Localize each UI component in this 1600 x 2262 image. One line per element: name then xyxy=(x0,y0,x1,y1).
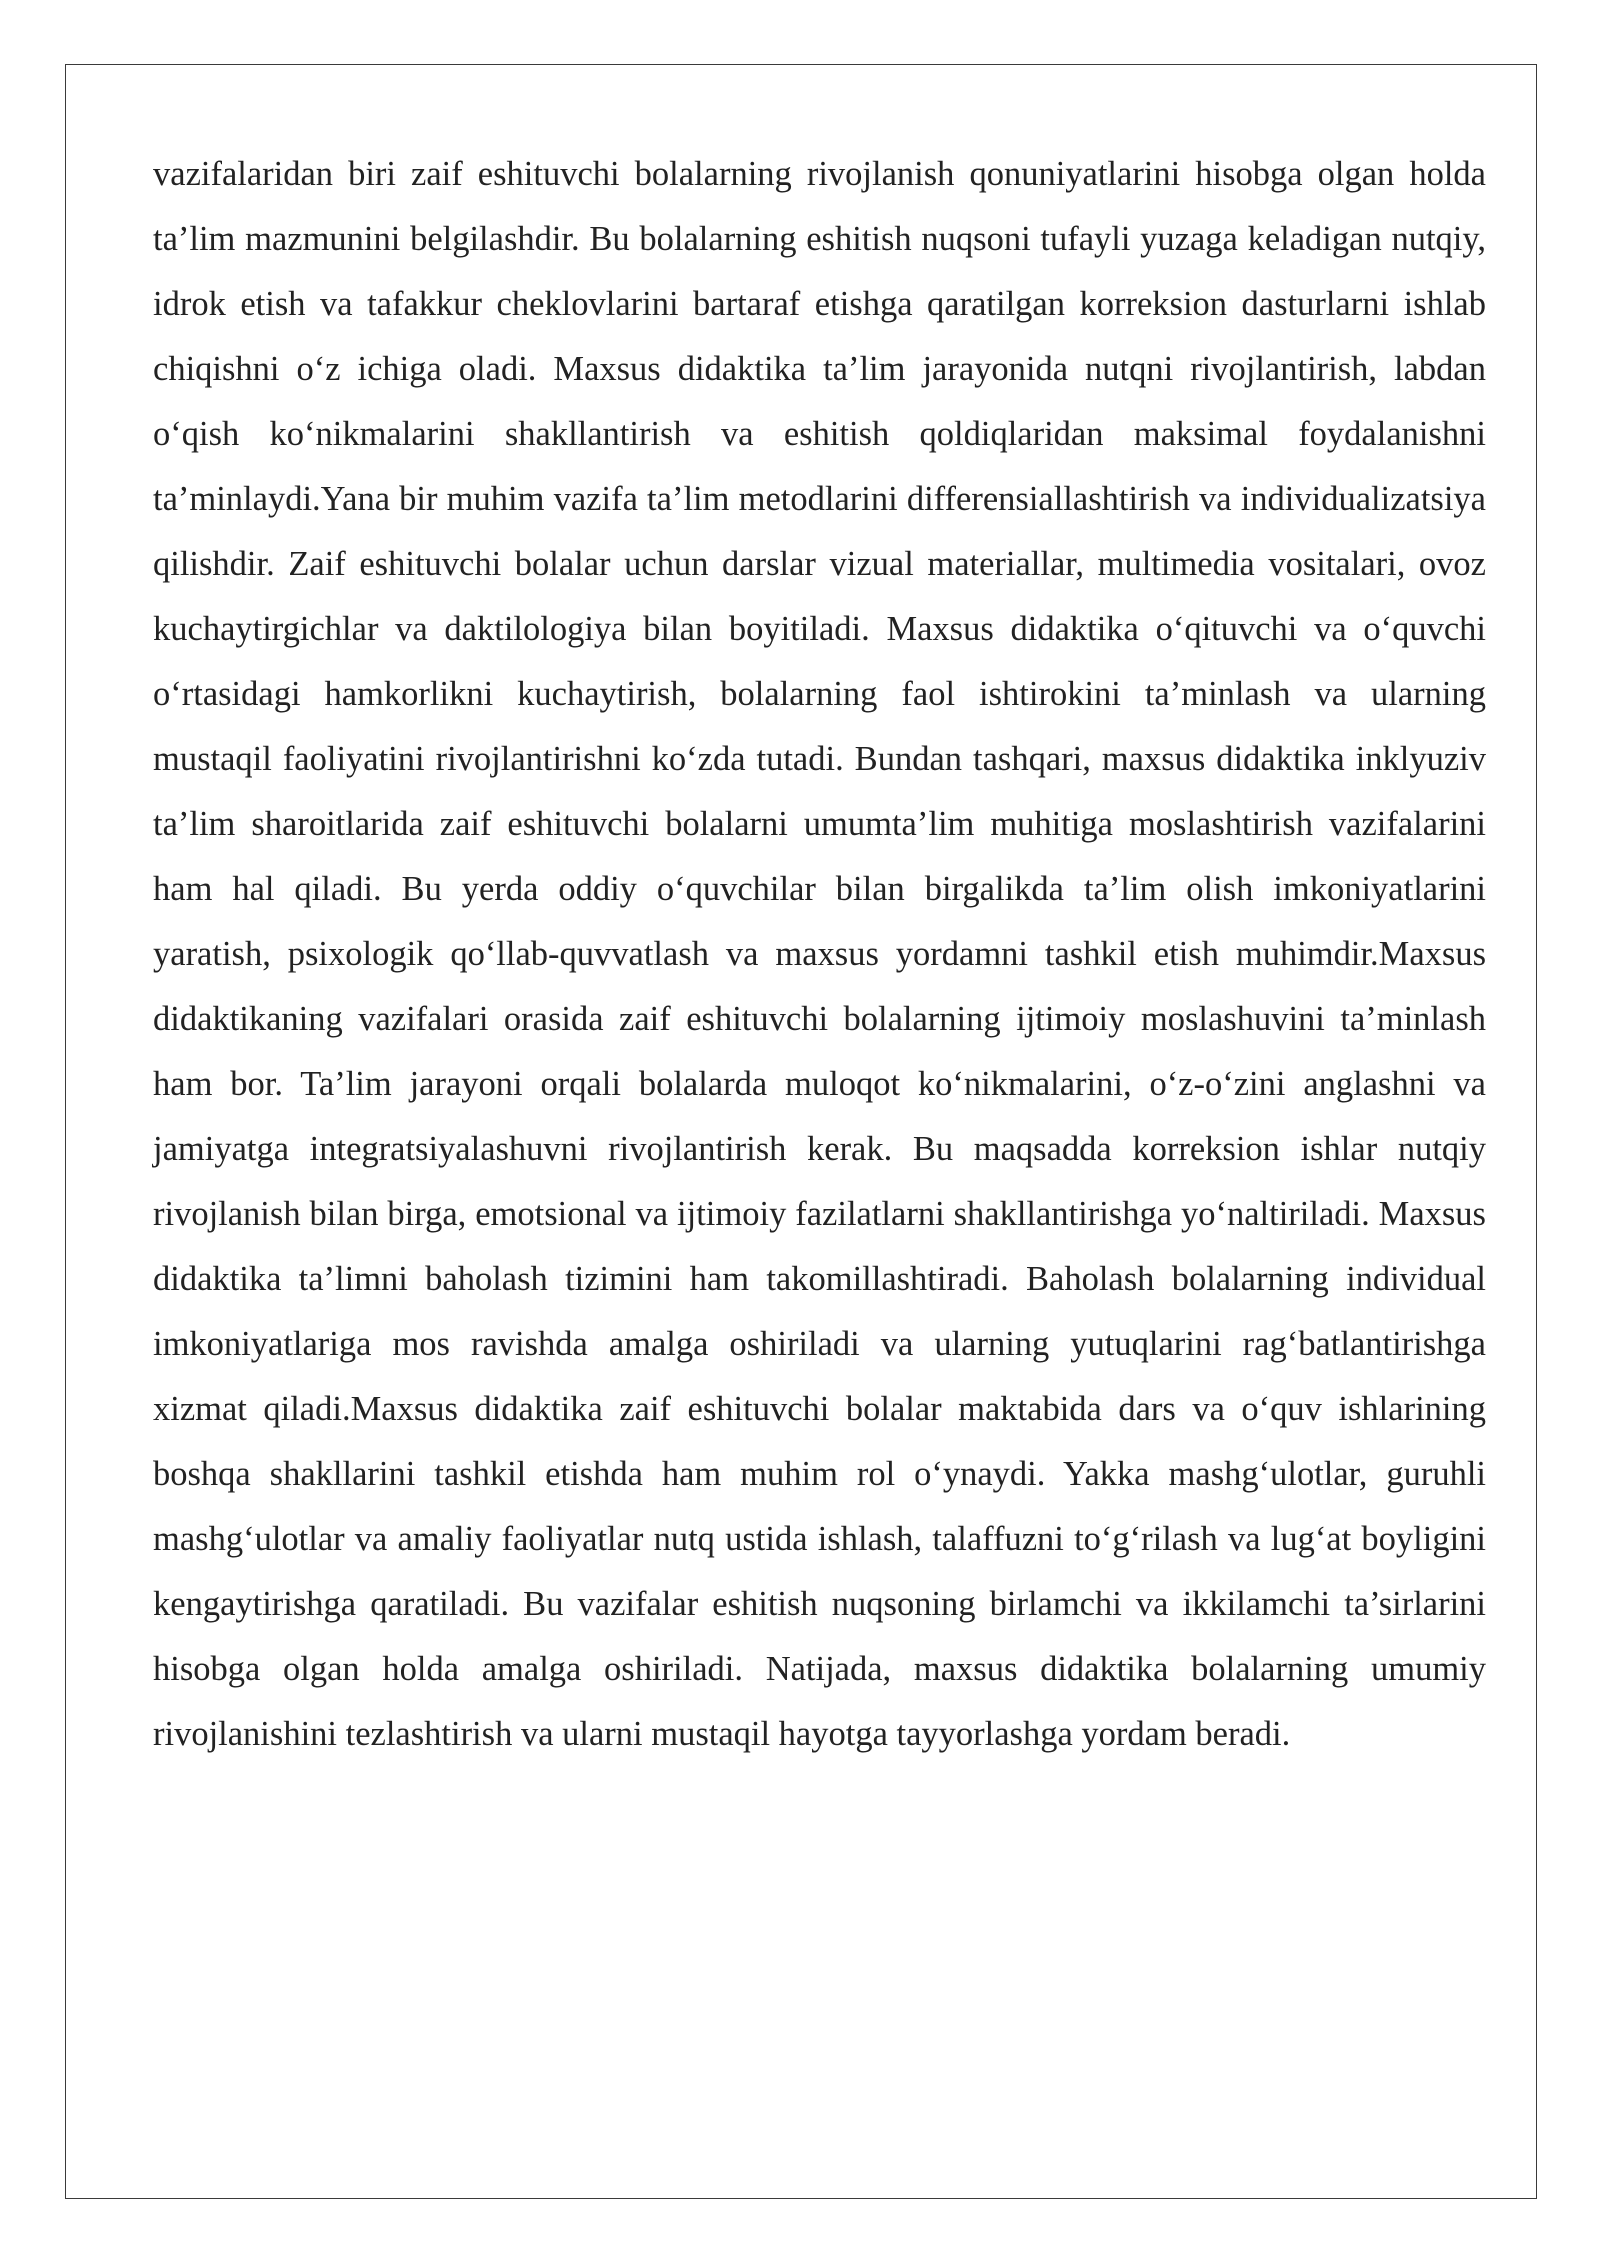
body-paragraph: vazifalaridan biri zaif eshituvchi bolalarning rivojlanish qonuniyatlarini hisobga olgan holda ta’lim mazmunini belgilashdir. Bu bolalarning eshitish nuqsoni tufayli yuzaga keladigan nutqiy, idrok etish va tafakkur cheklovlarini bartaraf etishga qaratilgan korreksion dasturlarni ishlab chiqishni o‘z ichiga oladi. Maxsus didaktika ta’lim jarayonida nutqni rivojlantirish, labdan o‘qish ko‘nikmalarini shakllantirish va eshitish qoldiqlaridan maksimal foydalanishni ta’minlaydi.Yana bir muhim vazifa ta’lim metodlarini differensiallashtirish va individualizatsiya qilishdir. Zaif eshituvchi bolalar uchun darslar vizual materiallar, multimedia vositalari, ovoz kuchaytirgichlar va daktilologiya bilan boyitiladi. Maxsus didaktika o‘qituvchi va o‘quvchi o‘rtasidagi hamkorlikni kuchaytirish, bolalarning faol ishtirokini ta’minlash va ularning mustaqil faoliyatini rivojlantirishni ko‘zda tutadi. Bundan tashqari, maxsus didaktika inklyuziv ta’lim sharoitlarida zaif eshituvchi bolalarni umumta’lim muhitiga moslashtirish vazifalarini ham hal qiladi. Bu yerda oddiy o‘quvchilar bilan birgalikda ta’lim olish imkoniyatlarini yaratish, psixologik qo‘llab-quvvatlash va maxsus yordamni tashkil etish muhimdir.Maxsus didaktikaning vazifalari orasida zaif eshituvchi bolalarning ijtimoiy moslashuvini ta’minlash ham bor. Ta’lim jarayoni orqali bolalarda muloqot ko‘nikmalarini, o‘z-o‘zini anglashni va jamiyatga integratsiyalashuvni rivojlantirish kerak. Bu maqsadda korreksion ishlar nutqiy rivojlanish bilan birga, emotsional va ijtimoiy fazilatlarni shakllantirishga yo‘naltiriladi. Maxsus didaktika ta’limni baholash tizimini ham takomillashtiradi. Baholash bolalarning individual imkoniyatlariga mos ravishda amalga oshiriladi va ularning yutuqlarini rag‘batlantirishga xizmat qiladi.Maxsus didaktika zaif eshituvchi bolalar maktabida dars va o‘quv ishlarining boshqa shakllarini tashkil etishda ham muhim rol o‘ynaydi. Yakka mashg‘ulotlar, guruhli mashg‘ulotlar va amaliy faoliyatlar nutq ustida ishlash, talaffuzni to‘g‘rilash va lug‘at boyligini kengaytirishga qaratiladi. Bu vazifalar eshitish nuqsoning birlamchi va ikkilamchi ta’sirlarini hisobga olgan holda amalga oshiriladi. Natijada, maxsus didaktika bolalarning umumiy rivojlanishini tezlashtirish va ularni mustaqil hayotga tayyorlashga yordam beradi. xyxy=(153,155,1486,1753)
